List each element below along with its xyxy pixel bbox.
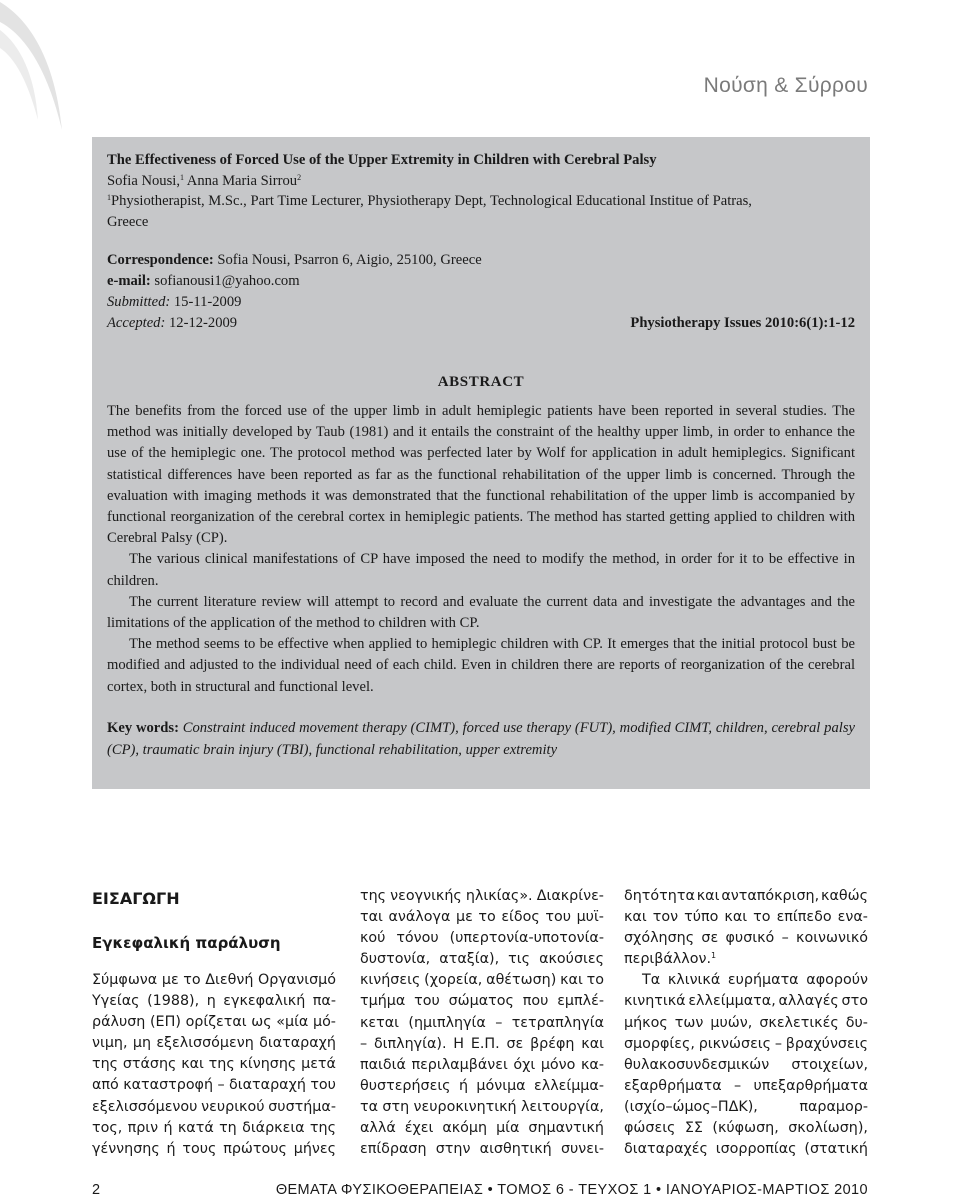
column-line: θυλακοσυνδεσμικών στοιχείων, (624, 1056, 868, 1073)
column-line: από καταστροφή – διαταραχή του (92, 1077, 336, 1094)
body-column-2 (360, 886, 604, 1160)
subsection-heading: Εγκεφαλική παράλυση (92, 934, 281, 952)
body-column-3 (624, 886, 868, 1160)
column-line: – διπληγία). Η Ε.Π. σε βρέφη και (360, 1035, 604, 1052)
journal-reference: Physiotherapy Issues 2010:6(1):1-12 (630, 315, 855, 331)
accepted-row (107, 313, 855, 334)
column-line: ράλυση (ΕΠ) ορίζεται ως «μία μό- (92, 1014, 336, 1031)
email-line: e-mail: sofianousi1@yahoo.com (107, 273, 300, 289)
column-line: σχόλησης σε φυσικό – κοινωνικό (624, 930, 868, 947)
column-line: Υγείας (1988), η εγκεφαλική πα- (92, 993, 336, 1010)
column-line: εξελισσόμενου νευρικού συστήμα- (92, 1098, 336, 1115)
column-line: (ισχίο–ώμος–ΠΔΚ), παραμορ- (624, 1098, 868, 1115)
corner-swoosh-graphic (0, 0, 90, 150)
column-line: περιβάλλον.$^1$ (624, 951, 717, 968)
correspondence-line: Correspondence: Sofia Nousi, Psarron 6, Aigio, 25100, Greece (107, 252, 482, 268)
column-line: δητότητα και ανταπόκριση, καθώς (624, 888, 868, 904)
column-line: κεται (ημιπληγία – τετραπληγία (360, 1014, 604, 1031)
page-number: 2 (92, 1182, 101, 1198)
column-line: φώσεις ΣΣ (κύφωση, σκολίωση), (624, 1120, 868, 1137)
paper-title: The Effectiveness of Forced Use of the Upper Extremity in Children with Cerebral Palsy (107, 152, 657, 168)
column-line: αλλά έχει ακόμη μία σημαντική (360, 1120, 604, 1137)
column-line: σμορφίες, ρικνώσεις – βραχύνσεις (624, 1035, 868, 1052)
body-column-1 (92, 886, 336, 1160)
accepted-line: Accepted: 12-12-2009 (107, 315, 238, 331)
column-line: της στάσης και της κίνησης μετά (92, 1056, 336, 1073)
column-line: ται ανάλογα με το είδος του μυϊ- (360, 909, 604, 926)
footer-journal-line: ΘΕΜΑΤΑ ΦΥΣΙΚΟΘΕΡΑΠΕΙΑΣ • ΤΟΜΟΣ 6 - ΤΕΥΧΟΣ 1 • ΙΑΝΟΥΑΡΙΟΣ-ΜΑΡΤΙΟΣ 2010 (275, 1182, 868, 1198)
column-line: επίδραση στην αισθητική συνει- (360, 1141, 604, 1158)
column-line: διαταραχές ισορροπίας (στατική (624, 1141, 868, 1158)
abstract-heading: ABSTRACT (437, 374, 525, 390)
column-line: και τον τύπο και το επίπεδο ενα- (624, 909, 868, 926)
affiliation: $^1$Physiotherapist, M.Sc., Part Time Lecturer, Physiotherapy Dept, Technological Educational Institue of Patras, Greece (107, 193, 752, 230)
column-line: νιμη, μη εξελισσόμενη διαταραχή (92, 1035, 336, 1052)
column-line: δυστονία, αταξία), τις ακούσιες (360, 951, 604, 968)
col2-text (360, 886, 604, 1160)
section-heading: ΕΙΣΑΓΩΓΗ (92, 889, 180, 908)
column-line: θυστερήσεις ή μόνιμα ελλείμμα- (360, 1077, 604, 1094)
running-head: Νούση & Σύρρου (703, 74, 868, 97)
column-line: μήκος των μυών, σκελετικές δυ- (624, 1014, 868, 1031)
col1-text (92, 970, 336, 1160)
abstract-paragraph: The various clinical manifestations of CP have imposed the need to modify the method, in order for it to be effective in children. (107, 551, 855, 589)
column-line: κινήσεις (χορεία, αθέτωση) και το (360, 972, 604, 989)
abstract-box (92, 137, 870, 789)
column-line: γέννησης ή τους πρώτους μήνες (92, 1140, 336, 1157)
abstract-paragraph: The method seems to be effective when applied to hemiplegic children with CP. It emerges that the initial protocol bust be modified and adjusted to the individual need of each child. Even in children there are reports of reorganization of the cerebral cortex, both in structural and functional level. (107, 636, 855, 695)
column-line: Σύμφωνα με το Διεθνή Οργανισμό (92, 972, 336, 988)
column-line: κινητικά ελλείμματα, αλλαγές στο (624, 993, 868, 1010)
reference-superscript: 1 (711, 951, 717, 961)
col3-text-b (624, 970, 868, 1160)
column-line: της νεογνικής ηλικίας». Διακρίνε- (360, 888, 604, 904)
keywords: Key words: Constraint induced movement therapy (CIMT), forced use therapy (FUT), modified CIMT, children, cerebral palsy (CP), traumatic brain injury (TBI), functional rehabilitation, upper extremity (107, 719, 855, 758)
column-line: τμήμα του σώματος που εμπλέ- (360, 993, 604, 1010)
column-line: τος, πριν ή κατά τη διάρκεια της (92, 1119, 336, 1136)
column-line: τα στη νευροκινητική λειτουργία, (360, 1098, 604, 1115)
abstract-paragraph: The current literature review will attempt to record and evaluate the current data and investigate the advantages and the limitations of the application of the method to children with CP. (107, 593, 855, 632)
column-line: παιδιά περιλαμβάνει όχι μόνο κα- (360, 1056, 604, 1073)
column-line: κού τόνου (υπερτονία-υποτονία- (360, 930, 604, 947)
abstract-paragraph: The benefits from the forced use of the upper limb in adult hemiplegic patients have been reported in several studies. The method was initially developed by Taub (1981) and it entails the constraint of the healthy upper limb, in order to enhance the use of the hemiplegic one. The protocol method was perfected later by Wolf for application in adult hemiplegics. Significant statistical differences have been reported as far as the functional rehabilitation of the upper limb is concerned. Through the evaluation with imaging methods it was demonstrated that the functional rehabilitation of the upper limb is accompanied by functional reorganization of the cerebral cortex in hemiplegic patients. The method has started getting applied to children with Cerebral Palsy (CP). (107, 403, 855, 547)
column-line: εξαρθρήματα – υπεξαρθρήματα (624, 1077, 868, 1094)
col3-text-a (624, 886, 868, 970)
submitted-line: Submitted: 15-11-2009 (107, 294, 242, 310)
column-line: Τα κλινικά ευρήματα αφορούν (642, 972, 868, 989)
authors-line: Sofia Nousi,$^1$ Anna Maria Sirrou$^2$ (107, 173, 302, 189)
correspondence-block (107, 250, 855, 334)
